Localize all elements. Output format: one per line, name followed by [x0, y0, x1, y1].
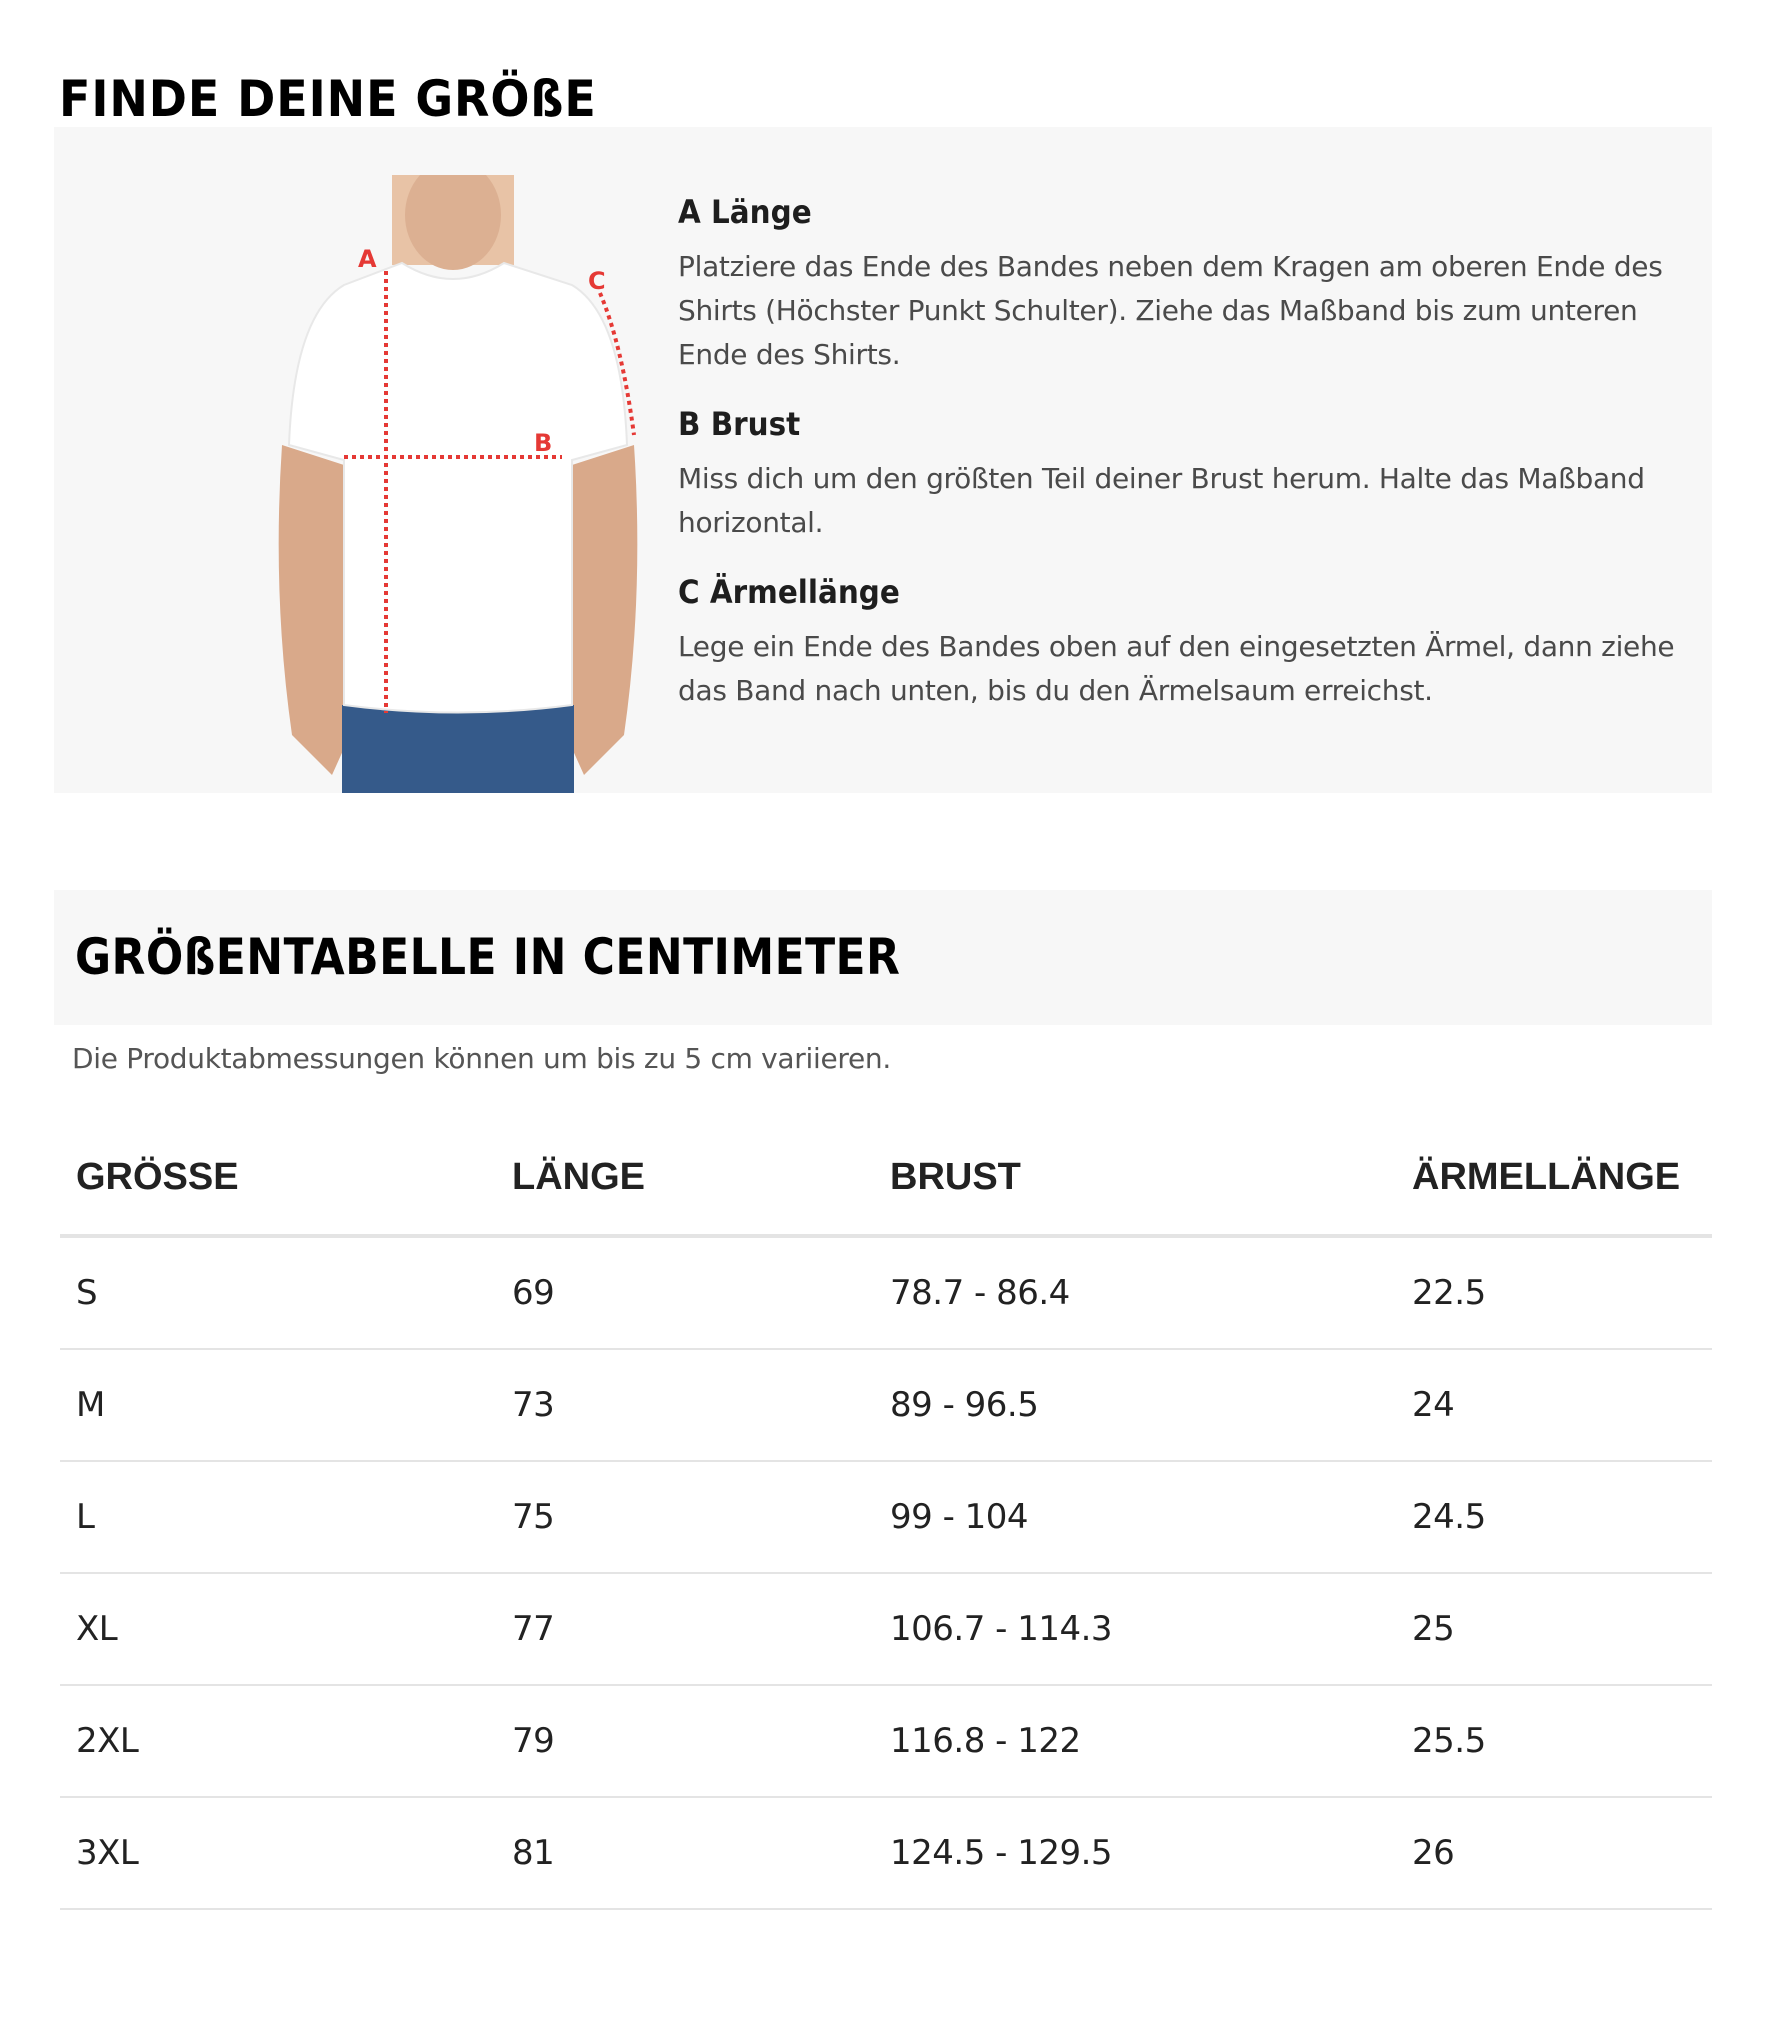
cell-chest: 106.7 - 114.3 — [874, 1573, 1396, 1685]
label-b: B — [534, 429, 553, 457]
tshirt-measurement-illustration — [272, 175, 644, 793]
text-length: Platziere das Ende des Bandes neben dem Kragen am oberen Ende des Shirts (Höchster Punkt Schulter). Ziehe das Maßband bis zum unteren Ende des Shirts. — [678, 250, 1663, 371]
cell-chest: 124.5 - 129.5 — [874, 1797, 1396, 1909]
cell-size: 2XL — [60, 1685, 496, 1797]
measurement-guide — [54, 127, 1712, 793]
heading-chest: B Brust — [678, 405, 801, 443]
cell-sleeve: 24 — [1396, 1349, 1712, 1461]
cell-sleeve: 26 — [1396, 1797, 1712, 1909]
label-c: C — [588, 267, 606, 295]
table-row — [60, 1685, 1712, 1797]
table-row — [60, 1349, 1712, 1461]
cell-chest: 116.8 - 122 — [874, 1685, 1396, 1797]
cell-size: XL — [60, 1573, 496, 1685]
cell-length: 77 — [496, 1573, 874, 1685]
col-length: LÄNGE — [496, 1120, 874, 1236]
cell-size: M — [60, 1349, 496, 1461]
table-row — [60, 1461, 1712, 1573]
size-table — [60, 1120, 1712, 1910]
cell-sleeve: 22.5 — [1396, 1236, 1712, 1349]
cell-chest: 99 - 104 — [874, 1461, 1396, 1573]
table-header-row — [60, 1120, 1712, 1236]
table-row — [60, 1573, 1712, 1685]
cell-length: 81 — [496, 1797, 874, 1909]
cell-chest: 89 - 96.5 — [874, 1349, 1396, 1461]
size-chart-title: GRÖßENTABELLE IN CENTIMETER — [75, 928, 901, 986]
col-chest: BRUST — [874, 1120, 1396, 1236]
label-a: A — [358, 245, 377, 273]
text-sleeve: Lege ein Ende des Bandes oben auf den eingesetzten Ärmel, dann ziehe das Band nach unten, bis du den Ärmelsaum erreichst. — [678, 630, 1675, 707]
size-chart-header — [54, 890, 1712, 1025]
heading-sleeve: C Ärmellänge — [678, 573, 900, 611]
cell-chest: 78.7 - 86.4 — [874, 1236, 1396, 1349]
table-row — [60, 1797, 1712, 1909]
cell-length: 75 — [496, 1461, 874, 1573]
text-chest: Miss dich um den größten Teil deiner Brust herum. Halte das Maßband horizontal. — [678, 462, 1645, 539]
cell-size: S — [60, 1236, 496, 1349]
col-size: GRÖSSE — [60, 1120, 496, 1236]
cell-length: 79 — [496, 1685, 874, 1797]
cell-size: L — [60, 1461, 496, 1573]
cell-sleeve: 25 — [1396, 1573, 1712, 1685]
cell-sleeve: 25.5 — [1396, 1685, 1712, 1797]
size-chart-note: Die Produktabmessungen können um bis zu 5 cm variieren. — [72, 1042, 891, 1075]
table-row — [60, 1236, 1712, 1349]
cell-size: 3XL — [60, 1797, 496, 1909]
cell-length: 73 — [496, 1349, 874, 1461]
model-figure-image — [272, 175, 644, 793]
page-title: FINDE DEINE GRÖßE — [59, 69, 597, 128]
cell-length: 69 — [496, 1236, 874, 1349]
heading-length: A Länge — [678, 193, 812, 231]
measurement-instructions — [678, 193, 1688, 741]
col-sleeve: ÄRMELLÄNGE — [1396, 1120, 1712, 1236]
cell-sleeve: 24.5 — [1396, 1461, 1712, 1573]
